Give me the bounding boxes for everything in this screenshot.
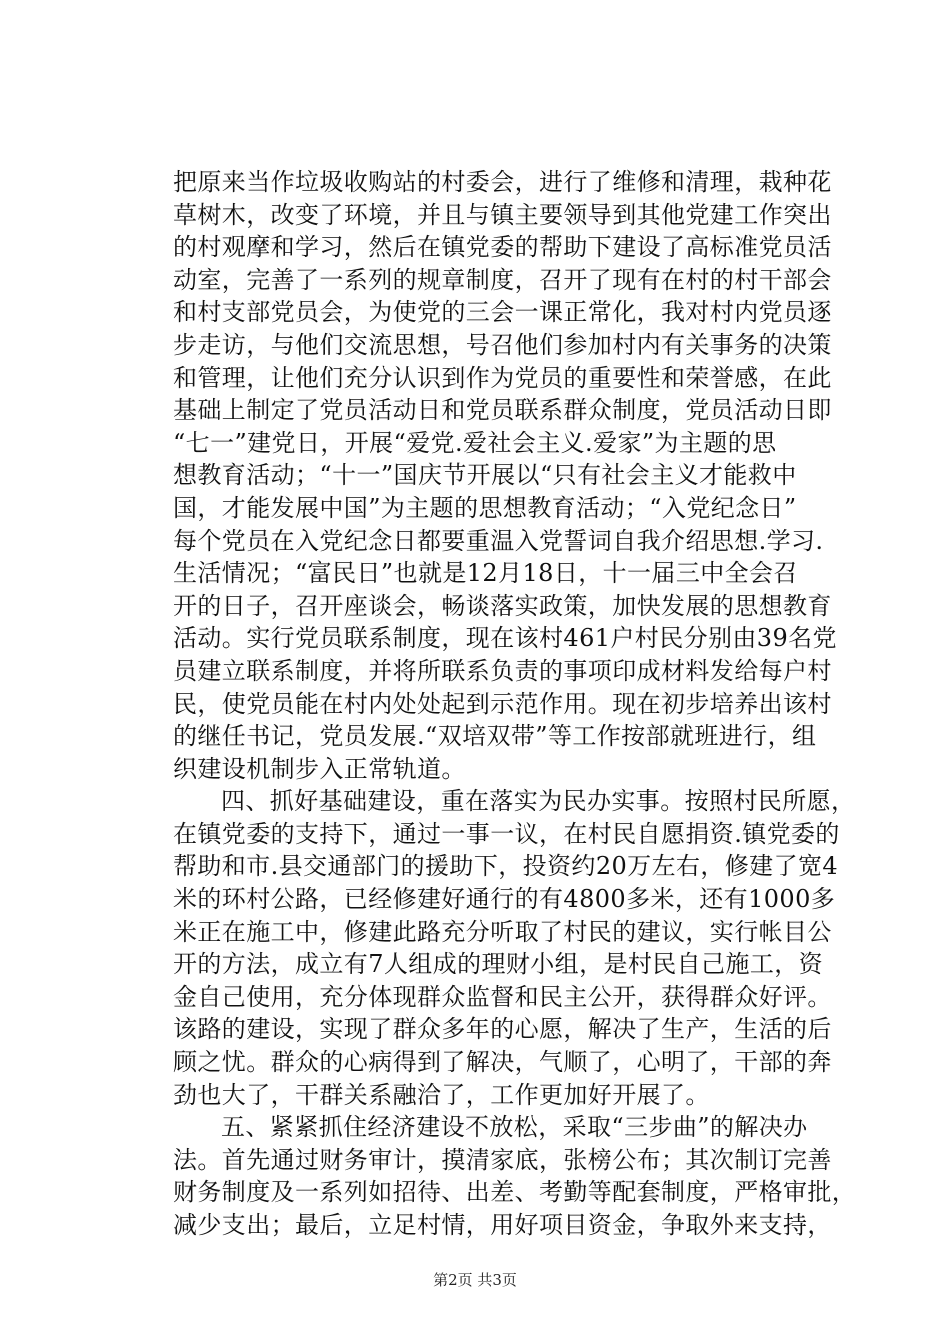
body-text [173, 166, 857, 1242]
text-line: 活动。实行党员联系制度，现在该村461户村民分别由39名党 [173, 624, 837, 653]
text-line: 开的日子，召开座谈会，畅谈落实政策，加快发展的思想教育 [173, 591, 832, 620]
text-line: 开的方法，成立有7人组成的理财小组，是村民自己施工，资 [173, 950, 824, 979]
text-line: 帮助和市.县交通部门的援助下，投资约20万左右，修建了宽4 [173, 852, 839, 881]
text-line: 法。首先通过财务审计，摸清家底，张榜公布；其次制订完善 [173, 1145, 832, 1174]
text-line: 的继任书记，党员发展.“双培双带”等工作按部就班进行，组 [173, 722, 817, 751]
text-line: 的村观摩和学习，然后在镇党委的帮助下建设了高标准党员活 [173, 233, 832, 262]
text-line: 劲也大了，干群关系融洽了，工作更加好开展了。 [173, 1080, 710, 1109]
text-line: 民，使党员能在村内处处起到示范作用。现在初步培养出该村 [173, 689, 832, 718]
page-number-footer: 第2页 共3页 [433, 1271, 517, 1289]
text-line: 步走访，与他们交流思想，号召他们参加村内有关事务的决策 [173, 330, 832, 359]
text-line: 草树木，改变了环境，并且与镇主要领导到其他党建工作突出 [173, 200, 832, 229]
text-line: 该路的建设，实现了群众多年的心愿，解决了生产，生活的后 [173, 1015, 832, 1044]
paragraph-start-line: 四、抓好基础建设，重在落实为民办实事。按照村民所愿， [221, 787, 856, 816]
text-line: 和管理，让他们充分认识到作为党员的重要性和荣誉感，在此 [173, 363, 832, 392]
text-line: 米正在施工中，修建此路充分听取了村民的建议，实行帐目公 [173, 917, 832, 946]
text-line: 基础上制定了党员活动日和党员联系群众制度，党员活动日即 [173, 396, 832, 425]
text-line: 减少支出；最后，立足村情，用好项目资金，争取外来支持， [173, 1211, 832, 1239]
text-line: 想教育活动；“十一”国庆节开展以“只有社会主义才能救中 [173, 461, 797, 490]
text-line: “七一”建党日，开展“爱党.爱社会主义.爱家”为主题的思 [173, 428, 777, 457]
text-line: 每个党员在入党纪念日都要重温入党誓词自我介绍思想.学习. [173, 526, 824, 555]
text-line: 员建立联系制度，并将所联系负责的事项印成材料发给每户村 [173, 656, 832, 685]
text-line: 在镇党委的支持下，通过一事一议，在村民自愿捐资.镇党委的 [173, 819, 840, 848]
text-line: 把原来当作垃圾收购站的村委会，进行了维修和清理，栽种花 [173, 168, 832, 196]
paragraph-start-line: 五、紧紧抓住经济建设不放松，采取“三步曲”的解决办 [221, 1113, 808, 1142]
text-line: 财务制度及一系列如招待、出差、考勤等配套制度，严格审批， [173, 1178, 857, 1207]
text-line: 生活情况；“富民日”也就是12月18日，十一届三中全会召 [173, 559, 798, 588]
text-line: 和村支部党员会，为使党的三会一课正常化，我对村内党员逐 [173, 298, 832, 327]
text-line: 动室，完善了一系列的规章制度，召开了现有在村的村干部会 [173, 265, 832, 294]
text-line: 顾之忧。群众的心病得到了解决，气顺了，心明了，干部的奔 [173, 1048, 832, 1077]
text-line: 金自己使用，充分体现群众监督和民主公开，获得群众好评。 [173, 982, 832, 1011]
text-line: 织建设机制步入正常轨道。 [173, 754, 466, 783]
text-line: 米的环村公路，已经修建好通行的有4800多米，还有1000多 [173, 885, 836, 914]
text-line: 国，才能发展中国”为主题的思想教育活动；“入党纪念日” [173, 493, 797, 522]
